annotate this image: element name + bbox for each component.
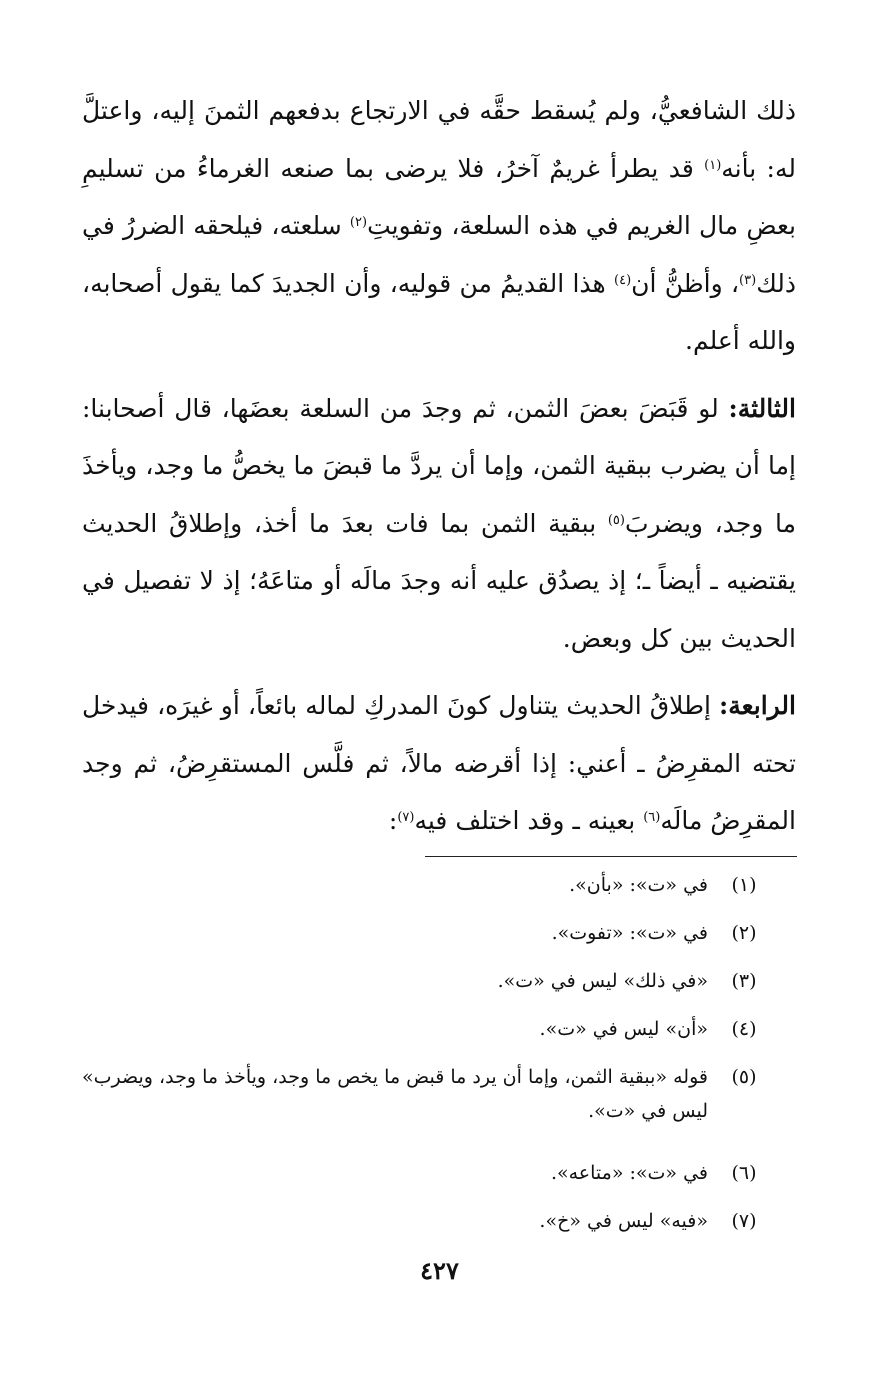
footnote-marker: (٦)	[643, 810, 661, 826]
text-run: ، وأظنُّ أن	[631, 268, 740, 298]
paragraph-1	[82, 82, 796, 370]
footnote-number: (٧)	[731, 1210, 757, 1232]
paragraph-2	[82, 380, 796, 668]
text-run: قد يطرأ غريمٌ آخرُ، فلا يرضى بما صنعه الغرماءُ من تسليمِ بعضِ مال الغريم في هذه السلعة، وتفويتِ	[82, 153, 796, 240]
footnote-text: في «ت»: «بأن».	[569, 874, 708, 896]
footnote-number: (٥)	[731, 1066, 757, 1088]
footnote-text: «في ذلك» ليس في «ت».	[497, 970, 708, 992]
footnote-divider	[425, 856, 797, 857]
footnote-marker: (١)	[704, 157, 722, 173]
text-run: بعينه ـ وقد اختلف فيه	[414, 806, 644, 835]
footnote-4	[82, 1012, 796, 1060]
text-run: إطلاقُ الحديث يتناول كونَ المدركِ لماله بائعاً، أو غيرَه، فيدخل تحته المقرِضُ ـ أعني: إذا أقرضه مالاً، ثم فلَّس المستقرِضُ، ثم وجد المقرِضُ مالَه	[82, 691, 796, 835]
text-run: ذلك الشافعيُّ، ولم يُسقط حقَّه في الارتجاع بدفعهم الثمنَ إليه، واعتلَّ له: بأنه	[82, 96, 796, 183]
footnote-text: قوله «ببقية الثمن، وإما أن يرد ما قبض ما يخص ما وجد، ويأخذ ما وجد، ويضرب» ليس في «ت».	[82, 1066, 708, 1122]
text-run: لو قَبَضَ بعضَ الثمن، ثم وجدَ من السلعة بعضَها، قال أصحابنا: إما أن يضرب ببقية الثمن، وإما أن يردَّ ما قبضَ ما يخصُّ ما وجد، ويأخذَ ما وجد، ويضربَ	[82, 393, 797, 538]
section-heading: الرابعة:	[719, 691, 796, 720]
footnote-1	[82, 868, 796, 916]
text-run: ببقية الثمن بما فات بعدَ ما أخذ، وإطلاقُ الحديث يقتضيه ـ أيضاً ـ؛ إذ يصدُق عليه أنه وجدَ مالَه أو متاعَهُ؛ إذ لا تفصيل في الحديث بين كل وبعض.	[82, 508, 796, 653]
text-run: :	[388, 806, 398, 835]
footnote-2	[82, 916, 796, 964]
footnote-number: (٦)	[731, 1162, 757, 1184]
footnote-number: (٢)	[731, 922, 757, 944]
footnote-number: (٣)	[731, 970, 757, 992]
section-heading: الثالثة:	[728, 393, 796, 423]
footnotes	[82, 868, 796, 1252]
main-text	[82, 82, 796, 850]
text-run: هذا القديمُ من قوليه، وأن الجديدَ كما يقول أصحابه، والله أعلم.	[82, 268, 796, 355]
footnote-marker: (٤)	[614, 272, 632, 288]
footnote-5	[82, 1060, 796, 1156]
footnote-text: «أن» ليس في «ت».	[539, 1018, 708, 1040]
footnote-number: (١)	[731, 874, 757, 896]
page-body	[82, 82, 796, 850]
footnote-marker: (٧)	[397, 810, 415, 826]
footnote-6	[82, 1156, 796, 1204]
footnote-marker: (٥)	[607, 512, 625, 528]
page-number: ٤٢٧	[420, 1256, 459, 1285]
text-run: سلعته، فيلحقه الضررُ في ذلك	[82, 211, 797, 298]
footnote-text: في «ت»: «متاعه».	[550, 1162, 708, 1184]
footnote-marker: (٢)	[349, 215, 368, 231]
footnote-marker: (٣)	[739, 272, 757, 288]
footnote-text: في «ت»: «تفوت».	[551, 922, 708, 944]
footnote-text: «فيه» ليس في «خ».	[539, 1210, 708, 1232]
footnote-7	[82, 1204, 796, 1252]
footnote-number: (٤)	[731, 1018, 757, 1040]
paragraph-3	[82, 677, 796, 850]
footnote-3	[82, 964, 796, 1012]
